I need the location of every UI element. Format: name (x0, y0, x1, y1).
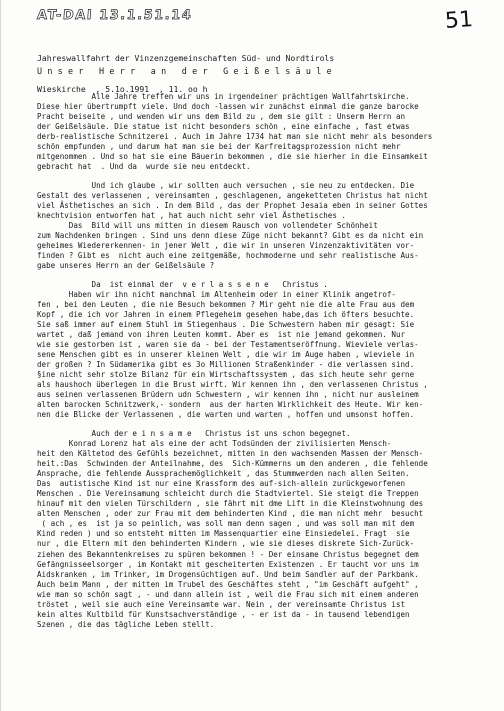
text-line: finden ? Gibt es nicht auch eine zeitgemäße, hochmoderne und sehr realistische Aus- (37, 251, 419, 261)
text-line: Das Bild will uns mitten in diesem Rausch von vollendeter Schönheit (37, 221, 378, 231)
text-line: wie man so schön sagt , - und dann allein ist , weil die Frau sich mit einem anderen (37, 589, 419, 599)
document-body (37, 92, 487, 630)
text-line: heit.:Das Schwinden der Anteilnahme, des Sich-Kümmerns um den anderen , die fehlende (37, 459, 428, 469)
text-line: Und ich glaube , wir sollten auch versuchen , sie neu zu entdecken. Die (37, 180, 415, 190)
text-line: wie sie gestorben ist , waren sie da - bei der Testamentseröffnung. Wieviele verlas- (37, 340, 419, 350)
text-line: Haben wir ihn nicht manchmal im Altenheim oder in einer Klinik angetrof- (37, 289, 396, 299)
text-line: zum Nachdenken bringen . Sind uns denn diese Züge nicht bekannt? Gibt es da nicht ein (37, 231, 424, 241)
text-line: Gestalt des verlassenen , vereinsamten , geschlagenen, angeketteten Christus hat nicht (37, 190, 428, 200)
paragraph-gap (37, 271, 487, 280)
text-line: Kind reden ) und so entsteht mitten im Massenquartier eine Einsiedelei. Fragt sie (37, 529, 410, 539)
text-line: fen , bei den Leuten , die nie Besuch bekommen ? Mir geht nie die alte Frau aus dem (37, 299, 415, 309)
text-line: Konrad Lorenz hat als eine der acht Todsünden der zivilisierten Mensch- (37, 439, 392, 448)
text-line: ziehen des Bekanntenkreises zu spüren bekommen ! - Der einsame Christus begegnet dem (37, 549, 419, 559)
text-line: tröstet , weil sie auch eine Vereinsamte war. Nein , der vereinsamte Christus ist (37, 599, 406, 609)
text-line: heit den Kältetod des Gefühls bezeichnet, mitten in den wachsenden Massen der Mensch- (37, 449, 424, 459)
paragraph-gap (37, 172, 487, 181)
handwritten-page-number: 51 (444, 7, 474, 34)
text-line: Ansprache, die fehlende Aussprachemöglichkeit , das Stummwerden nach allen Seiten. (37, 469, 410, 479)
document-title: Unser Herr an der Geißelsäule (37, 66, 337, 76)
text-line: ( ach , es ist ja so peinlich, was soll man denn sagen , und was soll man mit dem (37, 519, 415, 529)
text-line: geheimes Wiedererkennen- in jener Welt , die wir in unseren Vinzenzaktivitäten vor- (37, 241, 415, 251)
text-line: §ine nicht sehr stolze Bilanz für ein Wirtschaftssystem , das sich heute sehr gerne (37, 370, 415, 380)
paragraph (37, 429, 487, 630)
paragraph (37, 92, 487, 172)
text-line: nur , die Eltern mit den behinderten Kindern , wie sie dieses diskrete Sich-Zurück- (37, 539, 415, 549)
text-line: gebracht hat . Und da wurde sie neu entdeckt. (37, 162, 251, 172)
text-line: mitgenommen . Und so hat sie eine Bäuerin bekommen , die sie hierher in die Einsamkeit (37, 152, 428, 162)
text-line: hinauf mit den vielen Türschildern , sie fährt mit dme Lift in die Kleinstwohnung des (37, 499, 424, 509)
text-line: Diese hier übertrumpft viele. Und doch -lassen wir zunächst einmal die ganze barocke (37, 102, 419, 112)
text-line: Da ist einmal der v e r l a s s e n e Christus . (37, 279, 328, 289)
archive-stamp: AT-DAI 13.1.51.14 (36, 8, 193, 23)
text-line: knechtvision entworfen hat , hat auch nicht sehr viel Ästhetisches . (37, 211, 346, 221)
text-line: kein altes Kultbild für Kunstsachverständige , - er ist da - in tausend lebendigen (37, 609, 410, 619)
text-line: der Geißelsäule. Die statue ist nicht besonders schön , eine einfache , fast etwas (37, 122, 410, 132)
text-line: derb-realistische Schnitzerei . Auch im Jahre 1734 hat man sie nicht mehr als besonders (37, 132, 433, 142)
paragraph (37, 280, 487, 421)
text-line: Gefängnisseelsorger , im Kontakt mit gescheiterten Existenzen . Er taucht vor uns im (37, 559, 419, 569)
text-line: wartet , daß jemand von ihren Leuten kommt. Aber es ist nie jemand gekommen. Nur (37, 330, 406, 340)
text-line: Alle Jahre treffen wir uns in irgendeiner prächtigen Wallfahrtskirche. (37, 92, 410, 101)
text-line: Menschen . Die Vereinsamung schleicht durch die Stadtviertel. Sie steigt die Treppen (37, 489, 419, 499)
paragraph (37, 181, 487, 271)
text-line: Aidskranken , im Trinker, im Drogensüchtigen auf. Und beim Sandler auf der Parkbank. (37, 569, 419, 579)
text-line: nen die Blicke der Verlassenen , die warten und warten , hoffen und umsonst hoffen. (37, 410, 415, 420)
text-line: Auch beim Mann , der mitten im Trubel des Geschäftes steht , "im Geschäft aufgeht" , (37, 579, 419, 589)
text-line: alten Menschen , oder zur Frau mit dem behinderten Kind , die man nicht mehr besucht (37, 509, 424, 519)
paragraph-gap (37, 420, 487, 429)
text-line: als haushoch überlegen in die Brust wirft. Wir kennen ihn , den verlassenen Christus , (37, 380, 428, 390)
text-line: aus seinen verlassenen Brüdern udn Schwestern , wir kennen ihn , nicht nur ausleinem (37, 390, 419, 400)
text-line: Sie saß immer auf einem Stuhl im Stiegenhaus . Die Schwestern haben mir gesagt: Sie (37, 319, 415, 329)
header-line: Jahreswallfahrt der Vinzenzgemeinschaften Süd- und Nordtirols (37, 53, 335, 63)
text-line: Pracht beiseite , und wenden wir uns dem Bild zu , dem sie gilt : Unserm Herrn an (37, 112, 406, 122)
text-line: gabe unseres Herrn an der Geißelsäule ? (37, 261, 215, 271)
text-line: Kopf , die ich vor Jahren in einem Pflegeheim gesehen habe,das ich öfters besuchte. (37, 309, 415, 319)
text-line: Auch der e i n s a m e Christus ist uns schon begegnet. (37, 428, 351, 438)
text-line: der großen ? In Südamerika gibt es 3o Millionen Straßenkinder - die verlassen sind. (37, 360, 415, 370)
text-line: Szenen , die das tägliche Leben stellt. (37, 619, 215, 629)
header-line: Wieskirche , 5.1o.1991 , 11. oo h (37, 84, 208, 95)
text-line: schön empfunden , und darum hat man sie bei der Karfreitagsprozession nicht mehr (37, 142, 401, 152)
text-line: viel Ästhetisches an sich . In dem Bild , das der Prophet Jesaia eben in seiner Gottes (37, 200, 428, 210)
text-line: Das autistische Kind ist nur eine Krassform des auf-sich-allein zurückgeworfenen (37, 479, 406, 489)
text-line: sene Menschen gibt es in unserer kleinen Welt , die wir im Auge haben , wieviele in (37, 350, 415, 360)
text-line: alten barocken Schnitzwerk,- sondern aus der harten Wirklichkeit des Heute. Wir ken- (37, 400, 424, 410)
